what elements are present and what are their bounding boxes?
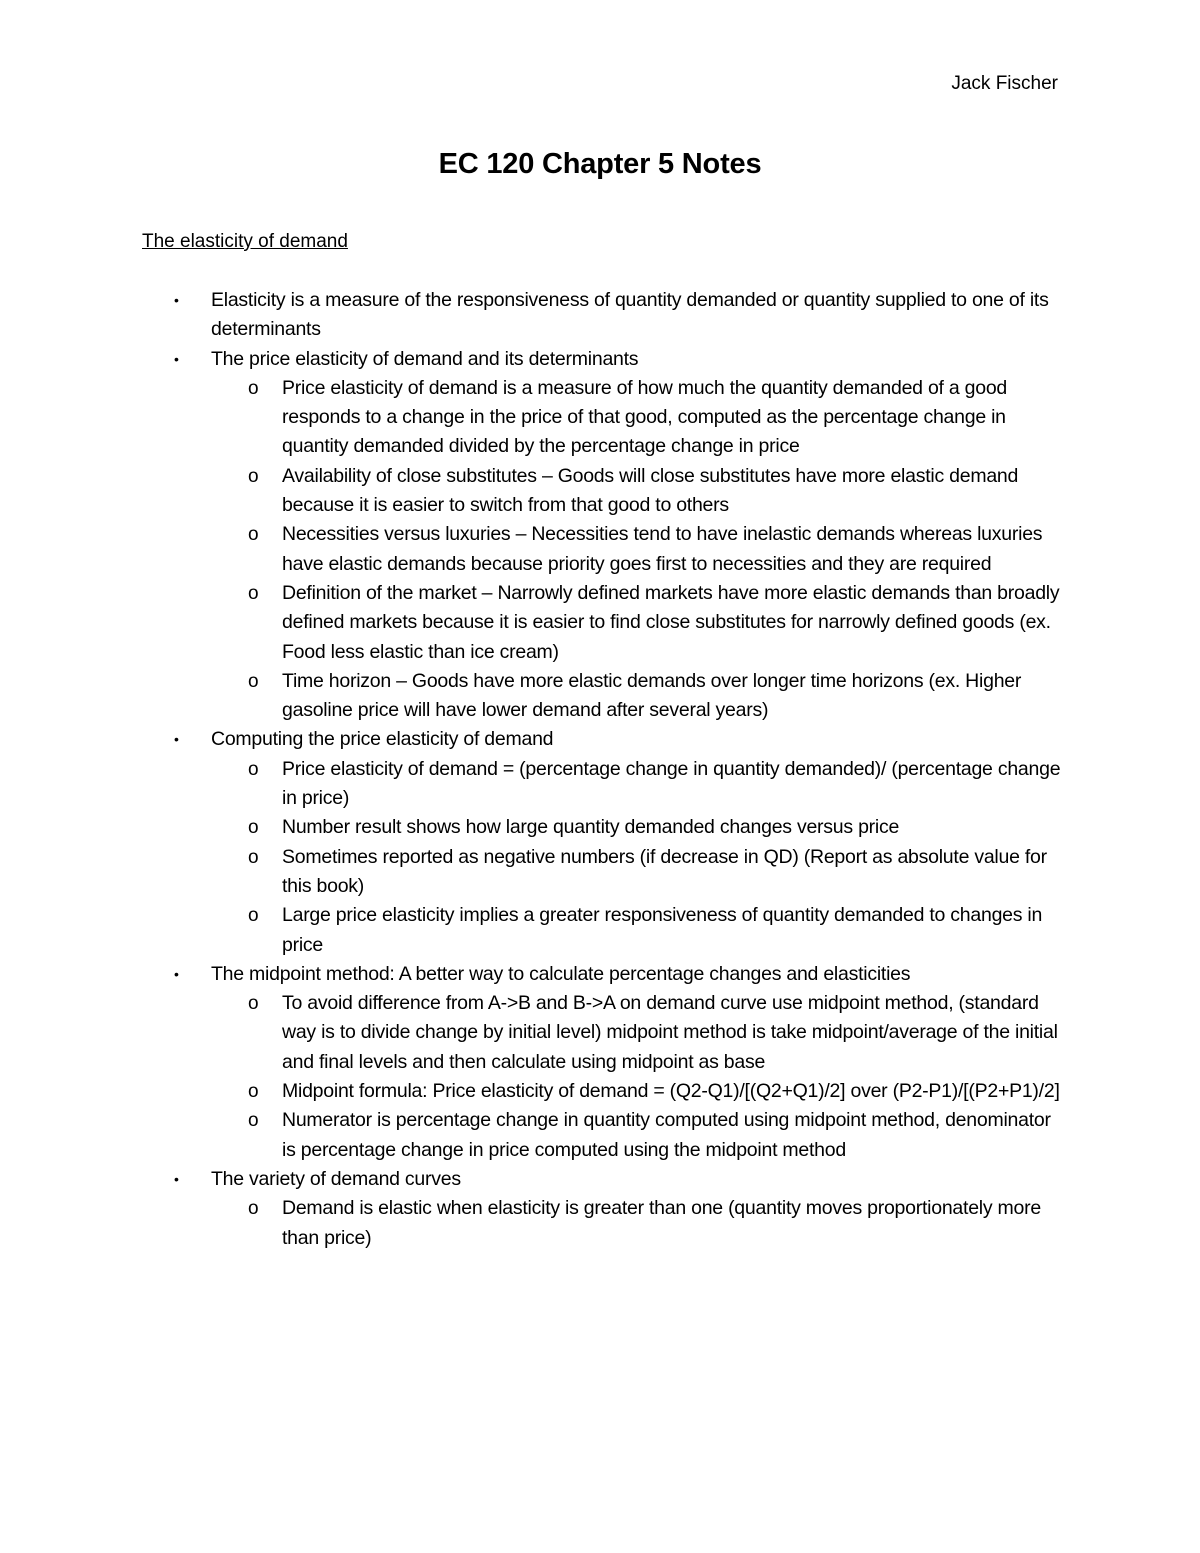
bullet-marker: • (174, 731, 179, 748)
sub-list-item (211, 813, 1061, 842)
sub-list-item (211, 901, 1061, 960)
sub-text: To avoid difference from A->B and B->A on demand curve use midpoint method, (standard way is to divide change by initial level) midpoint method is take midpoint/average of the initial and final levels and then calculate using midpoint as base (282, 992, 1058, 1073)
sub-marker: o (248, 1081, 259, 1103)
sub-text: Midpoint formula: Price elasticity of demand = (Q2-Q1)/[(Q2+Q1)/2] over (P2-P1)/[(P2+P1)/2] (282, 1080, 1060, 1103)
sub-marker: o (248, 846, 259, 868)
sub-list-container (0, 989, 1061, 1165)
sub-text: Price elasticity of demand = (percentage change in quantity demanded)/ (percentage change in price) (282, 757, 1061, 810)
sub-text: Price elasticity of demand is a measure of how much the quantity demanded of a good responds to a change in the price of that good, computed as the percentage change in quantity demanded divided by the percentage change in price (282, 376, 1008, 458)
sub-text: Availability of close substitutes – Goods will close substitutes have more elastic demand because it is easier to switch from that good to others (282, 464, 1019, 517)
section-heading: The elasticity of demand (142, 231, 348, 252)
sub-list-container (0, 1194, 1061, 1253)
sub-list (211, 1194, 1061, 1253)
sub-marker: o (248, 905, 259, 927)
sub-text: Demand is elastic when elasticity is greater than one (quantity moves proportionately more than price) (282, 1197, 1041, 1249)
bullet-marker: • (174, 965, 179, 982)
sub-list (211, 989, 1061, 1165)
notes-outline (0, 286, 1200, 1253)
sub-list-item (211, 755, 1061, 814)
sub-text: Numerator is percentage change in quantity computed using midpoint method, denominator is percentage change in price computed using the midpoint method (282, 1109, 1051, 1161)
sub-list-item (211, 520, 1061, 579)
sub-list-item (211, 843, 1061, 902)
sub-list (211, 374, 1061, 726)
list-item (0, 286, 1061, 345)
sub-marker: o (248, 524, 259, 546)
bullet-text: Elasticity is a measure of the responsiveness of quantity demanded or quantity supplied to one of its determinants (211, 289, 1049, 341)
sub-list-item (211, 462, 1061, 521)
sub-list-item (211, 989, 1061, 1077)
sub-marker: o (248, 993, 259, 1015)
sub-marker: o (248, 1198, 259, 1220)
sub-list-item (211, 1194, 1061, 1253)
sub-list-item (211, 667, 1061, 726)
sub-marker: o (248, 465, 259, 487)
sub-list-item (211, 579, 1061, 667)
bullet-marker: • (174, 1170, 179, 1187)
bullet-text: The midpoint method: A better way to calculate percentage changes and elasticities (211, 962, 911, 985)
sub-marker: o (248, 670, 259, 692)
sub-list-item (211, 374, 1061, 462)
list-item (0, 960, 1061, 989)
bullet-text: Computing the price elasticity of demand (211, 728, 554, 751)
list-item (0, 725, 1061, 754)
sub-text: Large price elasticity implies a greater responsiveness of quantity demanded to changes in price (282, 904, 1043, 956)
sub-list (211, 755, 1061, 960)
bullet-text: The price elasticity of demand and its determinants (211, 347, 639, 370)
bullet-marker: • (174, 350, 179, 367)
list-item (0, 345, 1061, 374)
sub-list-item (211, 1106, 1061, 1165)
sub-text: Definition of the market – Narrowly defined markets have more elastic demands than broadly defined markets because it is easier to find close substitutes for narrowly defined goods (ex. Food less elastic than ice cream) (282, 581, 1060, 663)
page-title: EC 120 Chapter 5 Notes (438, 148, 762, 180)
sub-marker: o (248, 758, 259, 780)
sub-list-container (0, 755, 1061, 960)
sub-text: Number result shows how large quantity demanded changes versus price (282, 816, 900, 839)
bullet-text: The variety of demand curves (211, 1167, 461, 1190)
sub-text: Necessities versus luxuries – Necessities tend to have inelastic demands whereas luxuries have elastic demands because priority goes first to necessities and they are required (282, 523, 1043, 575)
sub-marker: o (248, 582, 259, 604)
sub-list-item (211, 1077, 1061, 1106)
sub-text: Sometimes reported as negative numbers (if decrease in QD) (Report as absolute value for this book) (282, 845, 1047, 897)
bullet-marker: • (174, 292, 179, 308)
sub-marker: o (248, 817, 259, 839)
sub-list-container (0, 374, 1061, 726)
sub-marker: o (248, 1110, 259, 1132)
author-name: Jack Fischer (951, 73, 1058, 94)
sub-text: Time horizon – Goods have more elastic demands over longer time horizons (ex. Higher gasoline price will have lower demand after several years) (282, 669, 1022, 722)
list-item (0, 1165, 1061, 1194)
sub-marker: o (248, 377, 259, 399)
